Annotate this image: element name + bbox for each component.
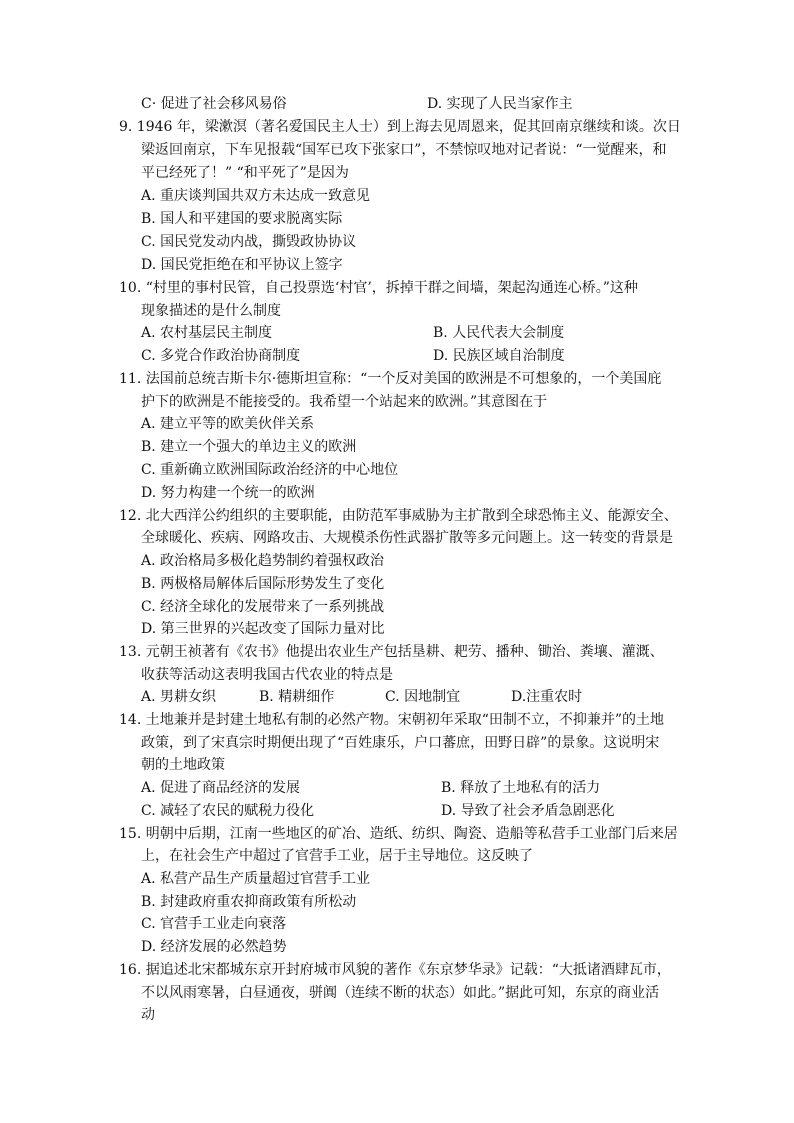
q14-option-d: D. 导致了社会矛盾急剧恶化 — [441, 803, 615, 819]
q10-option-d: D. 民族区域自治制度 — [433, 348, 565, 364]
q11-option-a: A. 建立平等的欧美伙伴关系 — [141, 416, 315, 432]
q12-option-c: C. 经济全球化的发展带来了一系列挑战 — [141, 599, 385, 615]
q8-option-c: C· 促进了社会移风易俗 — [141, 96, 287, 112]
q12-option-b: B. 两极格局解体后国际形势发生了变化 — [141, 576, 385, 592]
q10-option-b: B. 人民代表大会制度 — [433, 325, 565, 341]
q14-option-a: A. 促进了商品经济的发展 — [141, 780, 301, 796]
q9-stem-line-2: 梁返回南京，下车见报载“国军已攻下张家口”，不禁惊叹地对记者说：“一觉醒来，和 — [141, 142, 667, 158]
q13-option-b: B. 精耕细作 — [259, 689, 335, 705]
q12-option-d: D. 第三世界的兴起改变了国际力量对比 — [141, 621, 385, 637]
q9-option-c: C. 国民党发动内战，撕毁政协协议 — [141, 234, 357, 250]
q14-option-b: B. 释放了土地私有的活力 — [441, 780, 601, 796]
q8-option-d: D. 实现了人民当家作主 — [427, 96, 573, 112]
q16-stem-line-1: 16. 据追述北宋都城东京开封府城市风貌的著作《东京梦华录》记载：“大抵诸酒肆瓦市， — [119, 962, 671, 978]
q15-stem-line-1: 15. 明朝中后期，江南一些地区的矿冶、造纸、纺织、陶瓷、造船等私营手工业部门后来居 — [119, 826, 678, 842]
q11-option-c: C. 重新确立欧洲国际政治经济的中心地位 — [141, 462, 399, 478]
q9-option-b: B. 国人和平建国的要求脱离实际 — [141, 211, 343, 227]
q15-option-a: A. 私营产品生产质量超过官营手工业 — [141, 871, 371, 887]
q14-option-c: C. 减轻了农民的赋税力役化 — [141, 803, 315, 819]
q16-stem-line-2: 不以风雨寒暑，白昼通夜，骈阗（连续不断的状态）如此。”据此可知，东京的商业活 — [141, 985, 660, 1001]
q11-option-d: D. 努力构建一个统一的欧洲 — [141, 485, 315, 501]
q10-option-a: A. 农村基层民主制度 — [141, 325, 273, 341]
q10-stem-line-1: 10. “村里的事村民管，自己投票选‘村官’，拆掉干群之间墙，架起沟通连心桥。”这种 — [119, 280, 638, 296]
q15-stem-line-2: 上，在社会生产中超过了官营手工业，居于主导地位。这反映了 — [141, 848, 533, 864]
q13-stem-line-2: 收获等活动这表明我国古代农业的特点是 — [141, 667, 393, 683]
q9-stem-line-3: 平已经死了！” “和平死了”是因为 — [141, 165, 349, 181]
q14-stem-line-1: 14. 土地兼并是封建土地私有制的必然产物。宋朝初年采取“田制不立，不抑兼并”的土地 — [119, 712, 665, 728]
q9-option-d: D. 国民党拒绝在和平协议上签字 — [141, 257, 343, 273]
q9-stem-line-1: 9. 1946 年，梁漱溟（著名爱国民主人士）到上海去见周恩来，促其回南京继续和谈。次日 — [119, 119, 681, 135]
q12-option-a: A. 政治格局多极化趋势制约着强权政治 — [141, 553, 385, 569]
q12-stem-line-1: 12. 北大西洋公约组织的主要职能，由防范军事威胁为主扩散到全球恐怖主义、能源安全、 — [119, 508, 678, 524]
q13-option-d: D.注重农时 — [511, 689, 583, 705]
q13-option-a: A. 男耕女织 — [141, 689, 217, 705]
q15-option-d: D. 经济发展的必然趋势 — [141, 939, 287, 955]
q11-stem-line-1: 11. 法国前总统吉斯卡尔·德斯坦宣称：“一个反对美国的欧洲是不可想象的，一个美国庇 — [119, 371, 662, 387]
q14-stem-line-2: 政策，到了宋真宗时期便出现了“百姓康乐，户口蕃庶，田野日辟”的景象。这说明宋 — [141, 735, 660, 751]
q13-stem-line-1: 13. 元朝王祯著有《农书》他提出农业生产包括垦耕、耙劳、播种、锄治、粪壤、灌溉、 — [119, 644, 664, 660]
q9-option-a: A. 重庆谈判国共双方未达成一致意见 — [141, 188, 371, 204]
q12-stem-line-2: 全球暖化、疾病、网路攻击、大规模杀伤性武器扩散等多元问题上。这一转变的背景是 — [141, 530, 673, 546]
q14-stem-line-3: 朝的土地政策 — [141, 757, 225, 773]
q15-option-c: C. 官营手工业走向衰落 — [141, 916, 287, 932]
q10-option-c: C. 多党合作政治协商制度 — [141, 348, 301, 364]
q11-stem-line-2: 护下的欧洲是不能接受的。我希望一个站起来的欧洲。”其意图在于 — [141, 394, 548, 410]
q13-option-c: C. 因地制宜 — [385, 689, 461, 705]
q15-option-b: B. 封建政府重农抑商政策有所松动 — [141, 894, 357, 910]
q10-stem-line-2: 现象描述的是什么制度 — [141, 303, 281, 319]
q11-option-b: B. 建立一个强大的单边主义的欧洲 — [141, 439, 357, 455]
q16-stem-line-3: 动 — [141, 1007, 155, 1023]
